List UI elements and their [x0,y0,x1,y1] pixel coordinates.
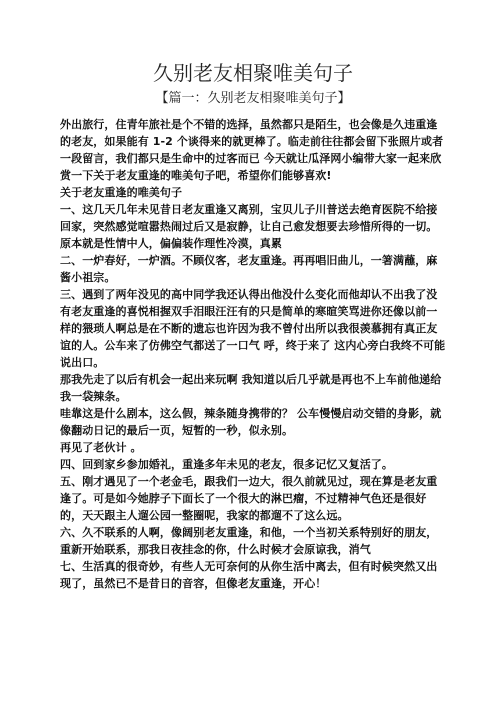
paragraph: 四、回到家乡参加婚礼，重逢多年未见的老友，很多记忆又复活了。 [60,458,393,471]
paragraph: 再见了老伙计 。 [60,441,142,454]
paragraph: 七、生活真的很奇妙，有些人无可奈何的从你生活中离去，但有时候突然又出现了，虽然已不是昔日的音容，但像老友重逢，开心！ [60,560,438,590]
paragraph: 关于老友重逢的唯美句子 [60,186,183,199]
paragraph: 哇靠这是什么剧本，这么假，辣条随身携带的？ 公车慢慢启动交错的身影，就像翻动日记的最后一页，短暂的一秒，似永别。 [60,407,442,437]
paragraph: 那我先走了以后有机会一起出来玩啊 我知道以后几乎就是再也不上车前他递给我一袋辣条。 [60,373,442,403]
document-page [60,60,446,592]
paragraph: 二、一炉春好，一炉酒。不顾仪客，老友重逢。再再唱旧曲儿，一箸满蘸，麻酱小祖宗。 [60,254,438,284]
document-body [60,116,446,592]
paragraph: 六、久不联系的人啊，像阔别老友重逢，和他，一个当初关系特别好的朋友，重新开始联系，那我日夜挂念的你，什么时候才会原谅我，消气 [60,526,438,556]
document-title: 久别老友相聚唯美句子 [153,61,353,85]
paragraph: 五、刚才遇见了一个老金毛，跟我们一边大，很久前就见过，现在算是老友重逢了。可是如今她脖子下面长了一个很大的淋巴瘤，不过精神气色还是很好的，天天跟主人遛公园一整圈呢，我家的都遛不了这么远。 [60,475,438,522]
paragraph: 三、遇到了两年没见的高中同学我还认得出他没什么变化而他却认不出我了没有老友重逢的喜悦相握双手泪眼汪汪有的只是简单的寒暄笑骂进你还像以前一样的猥琐人啊总是在不断的遗忘也许因为我不曾付出所以我很羡慕拥有真正友谊的人。公车来了仿佛空气都送了一口气 呼，终于来了 这内心旁白我终不可能说出口。 [60,288,446,369]
document-subtitle: 【篇一：久别老友相聚唯美句子】 [155,91,351,106]
paragraph: 一、这几天几年未见昔日老友重逢又离别，宝贝儿子川普送去绝育医院不给接回家，突然感觉喧嚣热闹过后又是寂静，让自己愈发想要去珍惜所得的一切。原本就是性情中人，偏偏装作理性冷漠，真累 [60,203,438,250]
paragraph: 外出旅行，住青年旅社是个不错的选择，虽然都只是陌生，也会像是久违重逢的老友，如果能有 1-2 个谈得来的就更棒了。临走前往往都会留下张照片或者一段留言，我们都只是生命中的过客而已 今天就让瓜泽网小编带大家一起来欣赏一下关于老友重逢的唯美句子吧，希望你们能够喜欢! [60,118,444,182]
